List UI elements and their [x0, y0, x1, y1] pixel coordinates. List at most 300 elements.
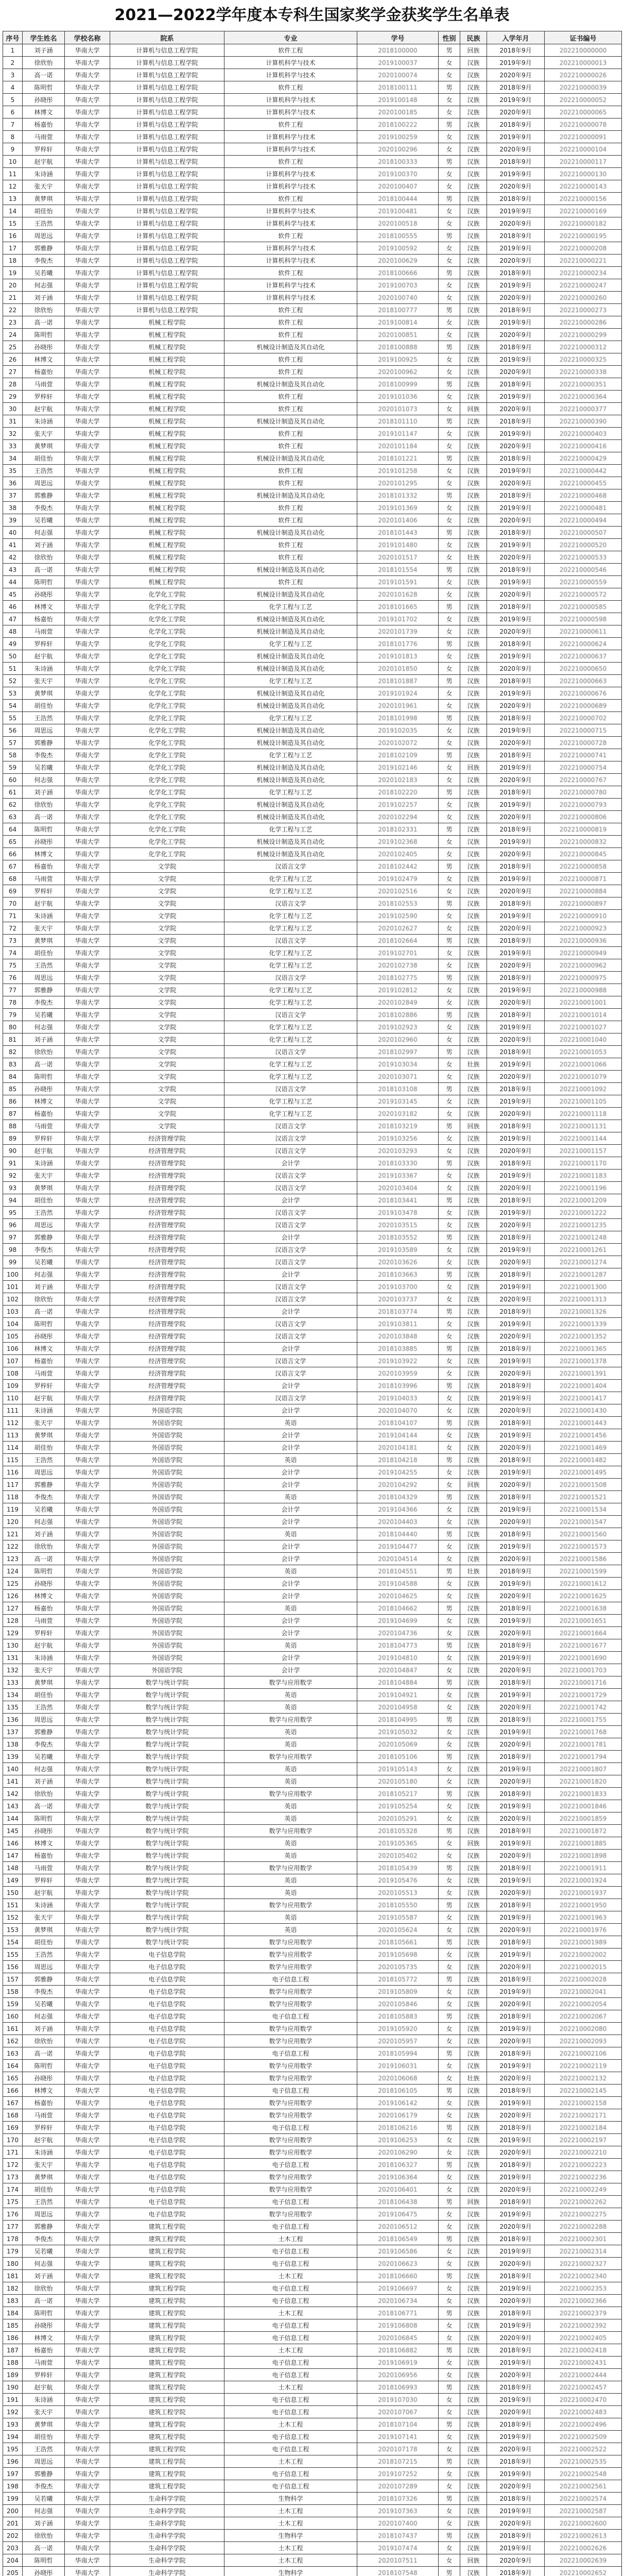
- cell-no: 99: [3, 1256, 23, 1268]
- cell-cert-no: 202210000871: [545, 873, 622, 885]
- cell-no: 134: [3, 1689, 23, 1701]
- cell-major: 生物科学: [224, 2530, 357, 2542]
- cell-sex: 女: [439, 1911, 460, 1924]
- cell-ethnicity: 汉族: [460, 2455, 487, 2468]
- table-row: [3, 452, 622, 465]
- table-row: [3, 1417, 622, 1429]
- cell-name: 林博文: [23, 353, 65, 366]
- cell-no: 150: [3, 1887, 23, 1899]
- cell-cert-no: 202210001222: [545, 1207, 622, 1219]
- cell-no: 145: [3, 1825, 23, 1837]
- table-row: [3, 2406, 622, 2418]
- cell-no: 55: [3, 712, 23, 724]
- cell-college: 数学与统计学院: [110, 1862, 224, 1874]
- table-row: [3, 2295, 622, 2307]
- cell-no: 159: [3, 1998, 23, 2010]
- cell-major: 软件工程: [224, 366, 357, 378]
- cell-cert-no: 202210002587: [545, 2505, 622, 2517]
- table-row: [3, 2418, 622, 2431]
- table-row: [3, 2567, 622, 2576]
- cell-school: 华南大学: [65, 2072, 110, 2084]
- cell-student-id: 2018100333: [357, 156, 439, 168]
- cell-name: 何志强: [23, 774, 65, 786]
- cell-major: 会计学: [224, 1268, 357, 1281]
- cell-no: 8: [3, 131, 23, 143]
- cell-school: 华南大学: [65, 2332, 110, 2344]
- cell-school: 华南大学: [65, 1726, 110, 1738]
- cell-college: 电子信息学院: [110, 2035, 224, 2047]
- cell-sex: 女: [439, 1578, 460, 1590]
- cell-no: 3: [3, 69, 23, 81]
- cell-major: 电子信息工程: [224, 2245, 357, 2258]
- cell-cert-no: 202210002496: [545, 2418, 622, 2431]
- cell-major: 数学与应用数学: [224, 1825, 357, 1837]
- cell-ethnicity: 回族: [460, 761, 487, 774]
- cell-major: 计算机科学与技术: [224, 168, 357, 180]
- cell-no: 78: [3, 996, 23, 1009]
- cell-enroll-date: 2020年9月: [487, 2072, 545, 2084]
- cell-cert-no: 202210000338: [545, 366, 622, 378]
- cell-school: 华南大学: [65, 81, 110, 94]
- cell-major: 英语: [224, 1775, 357, 1788]
- cell-sex: 男: [439, 1120, 460, 1132]
- cell-ethnicity: 汉族: [460, 1306, 487, 1318]
- cell-enroll-date: 2019年9月: [487, 1429, 545, 1442]
- cell-name: 朱诗涵: [23, 1652, 65, 1664]
- cell-enroll-date: 2019年9月: [487, 1874, 545, 1887]
- cell-major: 汉语言文学: [224, 972, 357, 984]
- cell-no: 132: [3, 1664, 23, 1676]
- cell-sex: 男: [439, 1306, 460, 1318]
- cell-name: 张天宇: [23, 2159, 65, 2171]
- cell-college: 经济管理学院: [110, 1219, 224, 1231]
- cell-major: 汉语言文学: [224, 1330, 357, 1343]
- table-row: [3, 2517, 622, 2530]
- cell-enroll-date: 2020年9月: [487, 1033, 545, 1046]
- cell-college: 外国语学院: [110, 1442, 224, 1454]
- cell-cert-no: 202210002340: [545, 2270, 622, 2282]
- cell-no: 141: [3, 1775, 23, 1788]
- cell-name: 高一诺: [23, 1306, 65, 1318]
- cell-school: 华南大学: [65, 2196, 110, 2208]
- cell-enroll-date: 2019年9月: [487, 1578, 545, 1590]
- cell-no: 148: [3, 1862, 23, 1874]
- cell-name: 黄梦琪: [23, 935, 65, 947]
- cell-name: 张天宇: [23, 1664, 65, 1676]
- cell-school: 华南大学: [65, 539, 110, 551]
- cell-name: 陈明哲: [23, 81, 65, 94]
- cell-enroll-date: 2019年9月: [487, 1800, 545, 1812]
- cell-student-id: 2018104107: [357, 1417, 439, 1429]
- cell-ethnicity: 汉族: [460, 1454, 487, 1466]
- cell-sex: 男: [439, 230, 460, 242]
- cell-major: 土木工程: [224, 2270, 357, 2282]
- cell-college: 外国语学院: [110, 1528, 224, 1540]
- cell-major: 数学与应用数学: [224, 2060, 357, 2072]
- table-row: [3, 2171, 622, 2183]
- cell-college: 经济管理学院: [110, 1293, 224, 1306]
- cell-ethnicity: 汉族: [460, 415, 487, 428]
- cell-enroll-date: 2020年9月: [487, 1442, 545, 1454]
- cell-college: 计算机与信息工程学院: [110, 267, 224, 279]
- cell-sex: 男: [439, 2418, 460, 2431]
- cell-sex: 女: [439, 292, 460, 304]
- cell-major: 土木工程: [224, 2307, 357, 2319]
- cell-no: 87: [3, 1108, 23, 1120]
- cell-school: 华南大学: [65, 737, 110, 749]
- cell-college: 生命科学学院: [110, 2542, 224, 2554]
- cell-student-id: 2018105439: [357, 1862, 439, 1874]
- cell-ethnicity: 汉族: [460, 2381, 487, 2394]
- cell-name: 杨嘉怡: [23, 1108, 65, 1120]
- cell-no: 20: [3, 279, 23, 292]
- cell-sex: 女: [439, 1837, 460, 1850]
- cell-major: 电子信息工程: [224, 2468, 357, 2480]
- cell-college: 文学院: [110, 959, 224, 972]
- cell-ethnicity: 汉族: [460, 391, 487, 403]
- cell-cert-no: 202210000156: [545, 193, 622, 205]
- cell-ethnicity: 汉族: [460, 118, 487, 131]
- cell-student-id: 2019101924: [357, 687, 439, 700]
- cell-enroll-date: 2020年9月: [487, 1701, 545, 1714]
- table-row: [3, 2332, 622, 2344]
- cell-name: 胡佳怡: [23, 1194, 65, 1207]
- cell-school: 华南大学: [65, 1516, 110, 1528]
- cell-name: 郭雅静: [23, 489, 65, 502]
- cell-college: 数学与统计学院: [110, 1800, 224, 1812]
- cell-ethnicity: 汉族: [460, 2047, 487, 2060]
- cell-enroll-date: 2018年9月: [487, 1194, 545, 1207]
- table-row: [3, 69, 622, 81]
- cell-school: 华南大学: [65, 1207, 110, 1219]
- cell-major: 数学与应用数学: [224, 2146, 357, 2159]
- cell-student-id: 2020104514: [357, 1553, 439, 1565]
- cell-enroll-date: 2020年9月: [487, 625, 545, 638]
- cell-college: 计算机与信息工程学院: [110, 193, 224, 205]
- cell-name: 罗梓轩: [23, 391, 65, 403]
- cell-enroll-date: 2018年9月: [487, 1899, 545, 1911]
- cell-no: 109: [3, 1380, 23, 1392]
- cell-major: 化学工程与工艺: [224, 601, 357, 613]
- cell-school: 华南大学: [65, 873, 110, 885]
- cell-no: 174: [3, 2183, 23, 2196]
- cell-ethnicity: 汉族: [460, 1726, 487, 1738]
- table-row: [3, 588, 622, 601]
- cell-name: 王浩然: [23, 959, 65, 972]
- cell-school: 华南大学: [65, 1701, 110, 1714]
- cell-name: 杨嘉怡: [23, 366, 65, 378]
- cell-student-id: 2018106660: [357, 2270, 439, 2282]
- cell-major: 计算机科学与技术: [224, 242, 357, 255]
- table-row: [3, 230, 622, 242]
- table-row: [3, 1503, 622, 1516]
- cell-name: 赵宇航: [23, 2381, 65, 2394]
- cell-sex: 男: [439, 1231, 460, 1244]
- cell-no: 59: [3, 761, 23, 774]
- cell-no: 184: [3, 2307, 23, 2319]
- cell-cert-no: 202210001508: [545, 1479, 622, 1491]
- cell-no: 45: [3, 588, 23, 601]
- cell-college: 生命科学学院: [110, 2493, 224, 2505]
- cell-sex: 女: [439, 329, 460, 341]
- cell-major: 英语: [224, 1911, 357, 1924]
- cell-student-id: 2018105328: [357, 1825, 439, 1837]
- cell-cert-no: 202210000312: [545, 341, 622, 353]
- cell-sex: 女: [439, 2258, 460, 2270]
- cell-ethnicity: 汉族: [460, 1380, 487, 1392]
- cell-college: 计算机与信息工程学院: [110, 57, 224, 69]
- cell-enroll-date: 2020年9月: [487, 1924, 545, 1936]
- cell-name: 张天宇: [23, 1170, 65, 1182]
- cell-student-id: 2018100999: [357, 378, 439, 391]
- cell-name: 杨嘉怡: [23, 1850, 65, 1862]
- cell-cert-no: 202210000546: [545, 564, 622, 576]
- cell-college: 建筑工程学院: [110, 2443, 224, 2455]
- cell-sex: 女: [439, 2517, 460, 2530]
- cell-sex: 女: [439, 1775, 460, 1788]
- cell-sex: 女: [439, 366, 460, 378]
- cell-enroll-date: 2019年9月: [487, 316, 545, 329]
- cell-cert-no: 202210000091: [545, 131, 622, 143]
- cell-school: 华南大学: [65, 118, 110, 131]
- cell-student-id: 2019106808: [357, 2319, 439, 2332]
- cell-student-id: 2020103848: [357, 1330, 439, 1343]
- cell-school: 华南大学: [65, 1281, 110, 1293]
- cell-enroll-date: 2019年9月: [487, 1911, 545, 1924]
- cell-sex: 女: [439, 996, 460, 1009]
- cell-name: 何志强: [23, 1516, 65, 1528]
- cell-sex: 男: [439, 638, 460, 650]
- cell-name: 王浩然: [23, 1948, 65, 1961]
- cell-enroll-date: 2018年9月: [487, 1380, 545, 1392]
- cell-major: 机械设计制造及其自动化: [224, 700, 357, 712]
- cell-enroll-date: 2018年9月: [487, 378, 545, 391]
- cell-enroll-date: 2018年9月: [487, 44, 545, 57]
- cell-enroll-date: 2018年9月: [487, 1343, 545, 1355]
- cell-no: 67: [3, 860, 23, 873]
- cell-enroll-date: 2020年9月: [487, 2109, 545, 2122]
- cell-college: 数学与统计学院: [110, 1726, 224, 1738]
- cell-major: 机械设计制造及其自动化: [224, 811, 357, 823]
- cell-sex: 男: [439, 2010, 460, 2023]
- cell-name: 周思远: [23, 477, 65, 489]
- cell-sex: 女: [439, 1219, 460, 1231]
- cell-enroll-date: 2018年9月: [487, 786, 545, 799]
- cell-no: 106: [3, 1343, 23, 1355]
- cell-major: 会计学: [224, 1479, 357, 1491]
- cell-student-id: 2020100296: [357, 143, 439, 156]
- cell-major: 英语: [224, 1602, 357, 1615]
- table-row: [3, 1355, 622, 1367]
- cell-cert-no: 202210002379: [545, 2307, 622, 2319]
- cell-no: 163: [3, 2047, 23, 2060]
- table-row: [3, 910, 622, 922]
- cell-sex: 女: [439, 1132, 460, 1145]
- table-row: [3, 1095, 622, 1108]
- cell-major: 数学与应用数学: [224, 2023, 357, 2035]
- cell-ethnicity: 汉族: [460, 1009, 487, 1021]
- cell-enroll-date: 2018年9月: [487, 2418, 545, 2431]
- table-row: [3, 1714, 622, 1726]
- cell-ethnicity: 汉族: [460, 2369, 487, 2381]
- table-body: [3, 44, 622, 2576]
- cell-ethnicity: 汉族: [460, 1825, 487, 1837]
- cell-no: 17: [3, 242, 23, 255]
- cell-ethnicity: 汉族: [460, 279, 487, 292]
- cell-ethnicity: 汉族: [460, 724, 487, 737]
- table-row: [3, 168, 622, 180]
- cell-cert-no: 202210001560: [545, 1528, 622, 1540]
- table-row: [3, 1479, 622, 1491]
- cell-ethnicity: 汉族: [460, 1911, 487, 1924]
- cell-cert-no: 202210000286: [545, 316, 622, 329]
- table-row: [3, 873, 622, 885]
- cell-name: 朱诗涵: [23, 1404, 65, 1417]
- cell-ethnicity: 汉族: [460, 1132, 487, 1145]
- table-row: [3, 601, 622, 613]
- cell-college: 经济管理学院: [110, 1170, 224, 1182]
- cell-no: 41: [3, 539, 23, 551]
- cell-no: 136: [3, 1714, 23, 1726]
- cell-school: 华南大学: [65, 1466, 110, 1479]
- cell-student-id: 2018106105: [357, 2084, 439, 2097]
- cell-ethnicity: 汉族: [460, 2258, 487, 2270]
- cell-major: 数学与应用数学: [224, 2035, 357, 2047]
- cell-student-id: 2020105180: [357, 1775, 439, 1788]
- cell-ethnicity: 汉族: [460, 539, 487, 551]
- cell-ethnicity: 汉族: [460, 588, 487, 601]
- cell-major: 电子信息工程: [224, 2122, 357, 2134]
- cell-ethnicity: 汉族: [460, 316, 487, 329]
- cell-ethnicity: 汉族: [460, 1540, 487, 1553]
- cell-college: 机械工程学院: [110, 477, 224, 489]
- cell-major: 化学工程与工艺: [224, 1033, 357, 1046]
- cell-no: 139: [3, 1751, 23, 1763]
- cell-name: 吴若曦: [23, 267, 65, 279]
- cell-enroll-date: 2020年9月: [487, 1664, 545, 1676]
- cell-ethnicity: 汉族: [460, 737, 487, 749]
- cell-sex: 女: [439, 1553, 460, 1565]
- table-row: [3, 1442, 622, 1454]
- cell-student-id: 2020106734: [357, 2295, 439, 2307]
- cell-student-id: 2019101591: [357, 576, 439, 588]
- cell-student-id: 2020103404: [357, 1182, 439, 1194]
- cell-enroll-date: 2020年9月: [487, 2146, 545, 2159]
- cell-college: 建筑工程学院: [110, 2307, 224, 2319]
- cell-student-id: 2020105402: [357, 1850, 439, 1862]
- cell-ethnicity: 汉族: [460, 255, 487, 267]
- cell-college: 数学与统计学院: [110, 1899, 224, 1911]
- cell-ethnicity: 汉族: [460, 601, 487, 613]
- cell-college: 外国语学院: [110, 1664, 224, 1676]
- cell-school: 华南大学: [65, 1590, 110, 1602]
- cell-cert-no: 202210002132: [545, 2072, 622, 2084]
- cell-no: 24: [3, 329, 23, 341]
- cell-enroll-date: 2019年9月: [487, 1021, 545, 1033]
- cell-name: 王浩然: [23, 1207, 65, 1219]
- table-row: [3, 1021, 622, 1033]
- cell-ethnicity: 汉族: [460, 1738, 487, 1751]
- cell-sex: 男: [439, 304, 460, 316]
- cell-school: 华南大学: [65, 2468, 110, 2480]
- table-row: [3, 1207, 622, 1219]
- cell-no: 85: [3, 1083, 23, 1095]
- cell-cert-no: 202210001482: [545, 1454, 622, 1466]
- cell-sex: 男: [439, 1491, 460, 1503]
- table-row: [3, 2196, 622, 2208]
- cell-name: 孙晓彤: [23, 588, 65, 601]
- cell-cert-no: 202210000962: [545, 959, 622, 972]
- cell-cert-no: 202210001274: [545, 1256, 622, 1268]
- cell-sex: 女: [439, 465, 460, 477]
- cell-no: 188: [3, 2357, 23, 2369]
- cell-sex: 女: [439, 1058, 460, 1071]
- cell-student-id: 2019100592: [357, 242, 439, 255]
- cell-cert-no: 202210000910: [545, 910, 622, 922]
- cell-sex: 女: [439, 1466, 460, 1479]
- table-row: [3, 922, 622, 935]
- cell-name: 张天宇: [23, 1417, 65, 1429]
- table-row: [3, 1491, 622, 1503]
- cell-student-id: 2018102220: [357, 786, 439, 799]
- cell-enroll-date: 2020年9月: [487, 2517, 545, 2530]
- cell-no: 9: [3, 143, 23, 156]
- cell-student-id: 2019106253: [357, 2134, 439, 2146]
- cell-ethnicity: 汉族: [460, 1231, 487, 1244]
- cell-school: 华南大学: [65, 1157, 110, 1170]
- cell-college: 化学化工学院: [110, 638, 224, 650]
- cell-school: 华南大学: [65, 205, 110, 217]
- cell-college: 机械工程学院: [110, 316, 224, 329]
- cell-name: 林博文: [23, 848, 65, 860]
- cell-major: 软件工程: [224, 391, 357, 403]
- cell-name: 孙晓彤: [23, 1083, 65, 1095]
- cell-cert-no: 202210000715: [545, 724, 622, 737]
- cell-name: 罗梓轩: [23, 1380, 65, 1392]
- cell-enroll-date: 2019年9月: [487, 205, 545, 217]
- cell-college: 计算机与信息工程学院: [110, 106, 224, 118]
- cell-ethnicity: 汉族: [460, 378, 487, 391]
- table-row: [3, 1874, 622, 1887]
- cell-enroll-date: 2020年9月: [487, 588, 545, 601]
- cell-cert-no: 202210001781: [545, 1738, 622, 1751]
- cell-cert-no: 202210001261: [545, 1244, 622, 1256]
- cell-no: 105: [3, 1330, 23, 1343]
- cell-ethnicity: 汉族: [460, 1553, 487, 1565]
- cell-name: 何志强: [23, 1763, 65, 1775]
- cell-school: 华南大学: [65, 156, 110, 168]
- cell-ethnicity: 汉族: [460, 94, 487, 106]
- cell-school: 华南大学: [65, 378, 110, 391]
- cell-ethnicity: 汉族: [460, 712, 487, 724]
- cell-ethnicity: 汉族: [460, 576, 487, 588]
- cell-sex: 男: [439, 2196, 460, 2208]
- cell-name: 郭雅静: [23, 2468, 65, 2480]
- cell-ethnicity: 汉族: [460, 564, 487, 576]
- table-row: [3, 848, 622, 860]
- cell-college: 数学与统计学院: [110, 1714, 224, 1726]
- cell-student-id: 2020106512: [357, 2221, 439, 2233]
- cell-college: 机械工程学院: [110, 489, 224, 502]
- cell-sex: 男: [439, 1083, 460, 1095]
- cell-name: 张天宇: [23, 180, 65, 193]
- cell-name: 高一诺: [23, 2542, 65, 2554]
- cell-major: 汉语言文学: [224, 1132, 357, 1145]
- cell-school: 华南大学: [65, 1268, 110, 1281]
- cell-no: 104: [3, 1318, 23, 1330]
- cell-sex: 男: [439, 2344, 460, 2357]
- cell-college: 经济管理学院: [110, 1268, 224, 1281]
